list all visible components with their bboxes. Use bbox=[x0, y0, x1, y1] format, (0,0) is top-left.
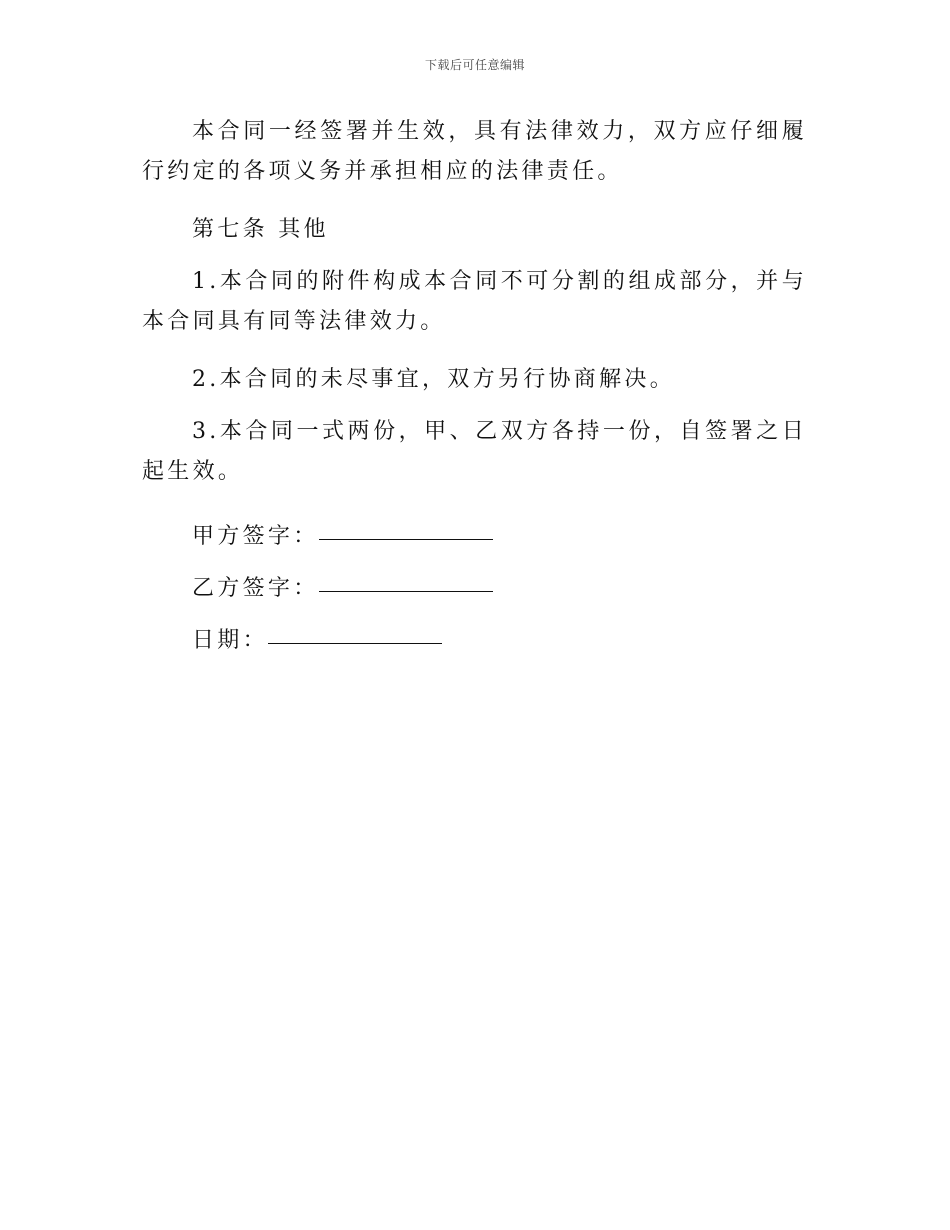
date-blank bbox=[268, 619, 442, 644]
clause-3-paragraph: 3.本合同一式两份，甲、乙双方各持一份，自签署之日起生效。 bbox=[142, 419, 807, 484]
party-b-signature-row bbox=[142, 562, 807, 602]
party-a-signature-row bbox=[142, 510, 807, 550]
clause-1-paragraph: 1.本合同的附件构成本合同不可分割的组成部分，并与本合同具有同等法律效力。 bbox=[142, 269, 807, 334]
party-a-signature-label: 甲方签字： bbox=[192, 524, 319, 549]
party-b-signature-label: 乙方签字： bbox=[192, 576, 319, 601]
date-row bbox=[142, 614, 807, 654]
page-header: 下载后可任意编辑 bbox=[424, 58, 525, 72]
document-body bbox=[142, 112, 807, 666]
party-b-signature-blank bbox=[319, 567, 493, 592]
date-label: 日期： bbox=[192, 628, 268, 653]
clause-2-paragraph: 2.本合同的未尽事宜，双方另行协商解决。 bbox=[192, 367, 675, 392]
party-a-signature-blank bbox=[319, 515, 493, 540]
article-seven-heading: 第七条 其他 bbox=[192, 217, 329, 242]
effect-clause-paragraph: 本合同一经签署并生效，具有法律效力，双方应仔细履行约定的各项义务并承担相应的法律责任。 bbox=[142, 119, 807, 184]
